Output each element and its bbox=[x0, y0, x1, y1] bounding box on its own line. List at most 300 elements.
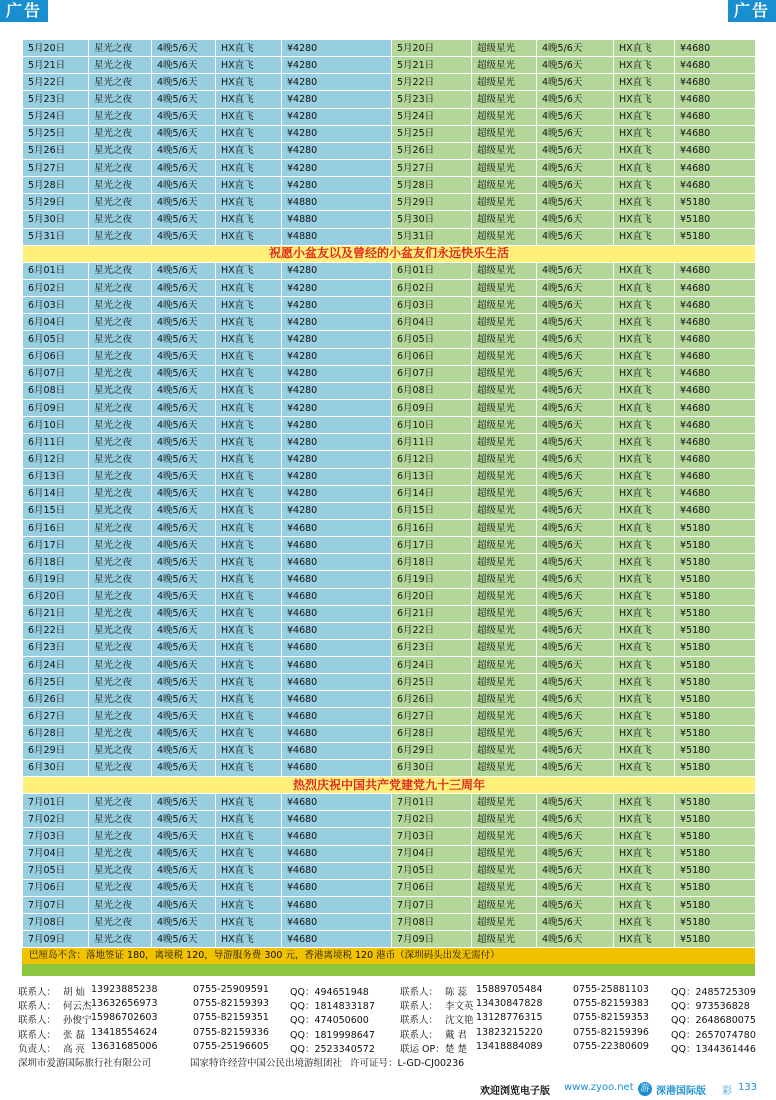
right-price-cell: ¥5180 bbox=[675, 571, 756, 588]
left-date-cell: 7月04日 bbox=[23, 845, 89, 862]
right-date-cell: 6月02日 bbox=[392, 279, 472, 296]
right-price-cell: ¥4680 bbox=[675, 177, 756, 194]
right-flight-cell: HX直飞 bbox=[614, 502, 675, 519]
right-package-cell: 超级星光 bbox=[472, 211, 537, 228]
right-flight-cell: HX直飞 bbox=[614, 434, 675, 451]
left-price-cell: ¥4680 bbox=[282, 519, 392, 536]
fee-note: 巴厘岛不含：落地签证 180，离境税 120，导游服务费 300 元，香港离境税 120 港币（深圳码头出发无需付） bbox=[22, 948, 755, 964]
contact-phone: 0755-82159353 bbox=[573, 1012, 649, 1024]
table-row bbox=[23, 708, 756, 725]
left-duration-cell: 4晚5/6天 bbox=[152, 914, 216, 931]
right-flight-cell: HX直飞 bbox=[614, 537, 675, 554]
left-package-cell: 星光之夜 bbox=[89, 725, 152, 742]
left-package-cell: 星光之夜 bbox=[89, 451, 152, 468]
right-flight-cell: HX直飞 bbox=[614, 691, 675, 708]
right-price-cell: ¥5180 bbox=[675, 605, 756, 622]
left-date-cell: 5月21日 bbox=[23, 57, 89, 74]
left-price-cell: ¥4880 bbox=[282, 194, 392, 211]
right-date-cell: 7月05日 bbox=[392, 862, 472, 879]
right-duration-cell: 4晚5/6天 bbox=[537, 657, 614, 674]
left-price-cell: ¥4680 bbox=[282, 554, 392, 571]
left-date-cell: 6月13日 bbox=[23, 468, 89, 485]
contact-qq: QQ：1814833187 bbox=[290, 1001, 375, 1013]
right-price-cell: ¥5180 bbox=[675, 622, 756, 639]
right-flight-cell: HX直飞 bbox=[614, 571, 675, 588]
right-date-cell: 7月02日 bbox=[392, 811, 472, 828]
site-url[interactable]: www.zyoo.net bbox=[564, 1082, 634, 1093]
table-row bbox=[23, 262, 756, 279]
right-price-cell: ¥4680 bbox=[675, 142, 756, 159]
right-flight-cell: HX直飞 bbox=[614, 759, 675, 776]
right-flight-cell: HX直飞 bbox=[614, 194, 675, 211]
right-duration-cell: 4晚5/6天 bbox=[537, 811, 614, 828]
right-price-cell: ¥5180 bbox=[675, 828, 756, 845]
contact-role: 联系人： bbox=[400, 1001, 439, 1013]
right-date-cell: 6月28日 bbox=[392, 725, 472, 742]
left-package-cell: 星光之夜 bbox=[89, 194, 152, 211]
left-package-cell: 星光之夜 bbox=[89, 365, 152, 382]
right-duration-cell: 4晚5/6天 bbox=[537, 108, 614, 125]
left-duration-cell: 4晚5/6天 bbox=[152, 759, 216, 776]
right-flight-cell: HX直飞 bbox=[614, 365, 675, 382]
contact-row bbox=[18, 998, 758, 1012]
left-flight-cell: HX直飞 bbox=[216, 468, 282, 485]
right-flight-cell: HX直飞 bbox=[614, 314, 675, 331]
left-price-cell: ¥4680 bbox=[282, 742, 392, 759]
right-flight-cell: HX直飞 bbox=[614, 74, 675, 91]
left-price-cell: ¥4680 bbox=[282, 931, 392, 948]
right-price-cell: ¥4680 bbox=[675, 297, 756, 314]
left-package-cell: 星光之夜 bbox=[89, 331, 152, 348]
contact-mobile: 13430847828 bbox=[476, 998, 543, 1010]
table-row bbox=[23, 811, 756, 828]
right-duration-cell: 4晚5/6天 bbox=[537, 297, 614, 314]
left-flight-cell: HX直飞 bbox=[216, 348, 282, 365]
right-flight-cell: HX直飞 bbox=[614, 605, 675, 622]
table-row bbox=[23, 502, 756, 519]
left-date-cell: 6月06日 bbox=[23, 348, 89, 365]
contact-role: 联系人： bbox=[18, 987, 57, 998]
right-package-cell: 超级星光 bbox=[472, 91, 537, 108]
left-package-cell: 星光之夜 bbox=[89, 57, 152, 74]
right-date-cell: 6月06日 bbox=[392, 348, 472, 365]
right-price-cell: ¥4680 bbox=[675, 314, 756, 331]
right-date-cell: 6月25日 bbox=[392, 674, 472, 691]
right-date-cell: 7月01日 bbox=[392, 794, 472, 811]
left-price-cell: ¥4680 bbox=[282, 759, 392, 776]
left-duration-cell: 4晚5/6天 bbox=[152, 554, 216, 571]
right-duration-cell: 4晚5/6天 bbox=[537, 40, 614, 57]
left-price-cell: ¥4680 bbox=[282, 657, 392, 674]
right-package-cell: 超级星光 bbox=[472, 639, 537, 656]
right-duration-cell: 4晚5/6天 bbox=[537, 794, 614, 811]
contact-phone: 0755-82159336 bbox=[193, 1026, 269, 1038]
left-duration-cell: 4晚5/6天 bbox=[152, 931, 216, 948]
contact-row bbox=[18, 1041, 758, 1055]
left-flight-cell: HX直飞 bbox=[216, 742, 282, 759]
left-date-cell: 6月12日 bbox=[23, 451, 89, 468]
right-price-cell: ¥5180 bbox=[675, 931, 756, 948]
left-flight-cell: HX直飞 bbox=[216, 639, 282, 656]
right-duration-cell: 4晚5/6天 bbox=[537, 228, 614, 245]
left-flight-cell: HX直飞 bbox=[216, 811, 282, 828]
right-package-cell: 超级星光 bbox=[472, 759, 537, 776]
left-price-cell: ¥4280 bbox=[282, 125, 392, 142]
left-package-cell: 星光之夜 bbox=[89, 177, 152, 194]
left-duration-cell: 4晚5/6天 bbox=[152, 125, 216, 142]
right-flight-cell: HX直飞 bbox=[614, 554, 675, 571]
right-date-cell: 6月13日 bbox=[392, 468, 472, 485]
left-price-cell: ¥4280 bbox=[282, 297, 392, 314]
contact-mobile: 13418554624 bbox=[91, 1026, 158, 1038]
table-row bbox=[23, 794, 756, 811]
table-row bbox=[23, 57, 756, 74]
contact-mobile: 13823215220 bbox=[476, 1026, 543, 1038]
table-row bbox=[23, 348, 756, 365]
left-package-cell: 星光之夜 bbox=[89, 845, 152, 862]
right-date-cell: 6月08日 bbox=[392, 382, 472, 399]
right-price-cell: ¥5180 bbox=[675, 194, 756, 211]
right-package-cell: 超级星光 bbox=[472, 228, 537, 245]
left-package-cell: 星光之夜 bbox=[89, 879, 152, 896]
right-package-cell: 超级星光 bbox=[472, 845, 537, 862]
right-date-cell: 6月10日 bbox=[392, 417, 472, 434]
left-flight-cell: HX直飞 bbox=[216, 434, 282, 451]
right-duration-cell: 4晚5/6天 bbox=[537, 571, 614, 588]
left-duration-cell: 4晚5/6天 bbox=[152, 794, 216, 811]
license-desc: 国家特许经营中国公民出境游组团社 bbox=[190, 1058, 343, 1069]
left-date-cell: 6月18日 bbox=[23, 554, 89, 571]
right-package-cell: 超级星光 bbox=[472, 811, 537, 828]
contact-role: 联系人： bbox=[18, 1015, 57, 1027]
left-package-cell: 星光之夜 bbox=[89, 348, 152, 365]
table-row bbox=[23, 605, 756, 622]
right-flight-cell: HX直飞 bbox=[614, 159, 675, 176]
right-date-cell: 6月04日 bbox=[392, 314, 472, 331]
left-price-cell: ¥4280 bbox=[282, 279, 392, 296]
right-duration-cell: 4晚5/6天 bbox=[537, 759, 614, 776]
right-price-cell: ¥5180 bbox=[675, 914, 756, 931]
right-date-cell: 6月21日 bbox=[392, 605, 472, 622]
left-flight-cell: HX直飞 bbox=[216, 451, 282, 468]
right-package-cell: 超级星光 bbox=[472, 828, 537, 845]
left-date-cell: 6月29日 bbox=[23, 742, 89, 759]
contact-name: 孙俊宁 bbox=[63, 1015, 92, 1027]
left-flight-cell: HX直飞 bbox=[216, 554, 282, 571]
right-date-cell: 7月07日 bbox=[392, 897, 472, 914]
left-price-cell: ¥4280 bbox=[282, 177, 392, 194]
right-date-cell: 6月20日 bbox=[392, 588, 472, 605]
left-date-cell: 6月04日 bbox=[23, 314, 89, 331]
contact-name: 张 磊 bbox=[63, 1029, 86, 1041]
right-flight-cell: HX直飞 bbox=[614, 794, 675, 811]
left-duration-cell: 4晚5/6天 bbox=[152, 228, 216, 245]
left-duration-cell: 4晚5/6天 bbox=[152, 451, 216, 468]
right-price-cell: ¥5180 bbox=[675, 897, 756, 914]
right-date-cell: 5月22日 bbox=[392, 74, 472, 91]
left-package-cell: 星光之夜 bbox=[89, 674, 152, 691]
left-flight-cell: HX直飞 bbox=[216, 794, 282, 811]
right-package-cell: 超级星光 bbox=[472, 451, 537, 468]
right-package-cell: 超级星光 bbox=[472, 262, 537, 279]
left-duration-cell: 4晚5/6天 bbox=[152, 314, 216, 331]
license-no: 许可证号：L-GD-CJ00236 bbox=[350, 1058, 465, 1069]
table-row bbox=[23, 74, 756, 91]
left-flight-cell: HX直飞 bbox=[216, 828, 282, 845]
table-row bbox=[23, 142, 756, 159]
left-date-cell: 6月22日 bbox=[23, 622, 89, 639]
right-flight-cell: HX直飞 bbox=[614, 725, 675, 742]
left-package-cell: 星光之夜 bbox=[89, 382, 152, 399]
right-duration-cell: 4晚5/6天 bbox=[537, 691, 614, 708]
right-date-cell: 5月28日 bbox=[392, 177, 472, 194]
contact-row bbox=[18, 1027, 758, 1041]
left-package-cell: 星光之夜 bbox=[89, 897, 152, 914]
right-price-cell: ¥4680 bbox=[675, 502, 756, 519]
contact-phone: 0755-25881103 bbox=[573, 984, 649, 995]
right-date-cell: 6月05日 bbox=[392, 331, 472, 348]
left-duration-cell: 4晚5/6天 bbox=[152, 845, 216, 862]
edition-name: 深港国际版 bbox=[656, 1086, 706, 1097]
left-price-cell: ¥4680 bbox=[282, 879, 392, 896]
table-row bbox=[23, 451, 756, 468]
left-date-cell: 6月14日 bbox=[23, 485, 89, 502]
left-date-cell: 6月08日 bbox=[23, 382, 89, 399]
table-row bbox=[23, 914, 756, 931]
left-price-cell: ¥4680 bbox=[282, 639, 392, 656]
table-row bbox=[23, 571, 756, 588]
left-price-cell: ¥4280 bbox=[282, 382, 392, 399]
table-row bbox=[23, 91, 756, 108]
right-duration-cell: 4晚5/6天 bbox=[537, 914, 614, 931]
right-duration-cell: 4晚5/6天 bbox=[537, 279, 614, 296]
right-package-cell: 超级星光 bbox=[472, 931, 537, 948]
right-price-cell: ¥4680 bbox=[675, 91, 756, 108]
table-row bbox=[23, 897, 756, 914]
contact-role: 联系人： bbox=[400, 1029, 439, 1041]
left-date-cell: 6月05日 bbox=[23, 331, 89, 348]
right-package-cell: 超级星光 bbox=[472, 279, 537, 296]
right-flight-cell: HX直飞 bbox=[614, 862, 675, 879]
right-flight-cell: HX直飞 bbox=[614, 228, 675, 245]
right-package-cell: 超级星光 bbox=[472, 159, 537, 176]
right-duration-cell: 4晚5/6天 bbox=[537, 434, 614, 451]
right-flight-cell: HX直飞 bbox=[614, 468, 675, 485]
left-price-cell: ¥4280 bbox=[282, 40, 392, 57]
left-duration-cell: 4晚5/6天 bbox=[152, 159, 216, 176]
left-package-cell: 星光之夜 bbox=[89, 571, 152, 588]
left-date-cell: 6月03日 bbox=[23, 297, 89, 314]
right-price-cell: ¥5180 bbox=[675, 674, 756, 691]
left-flight-cell: HX直飞 bbox=[216, 897, 282, 914]
right-price-cell: ¥4680 bbox=[675, 279, 756, 296]
right-date-cell: 6月01日 bbox=[392, 262, 472, 279]
left-flight-cell: HX直飞 bbox=[216, 74, 282, 91]
right-package-cell: 超级星光 bbox=[472, 708, 537, 725]
left-duration-cell: 4晚5/6天 bbox=[152, 639, 216, 656]
left-price-cell: ¥4680 bbox=[282, 708, 392, 725]
table-row bbox=[23, 108, 756, 125]
left-duration-cell: 4晚5/6天 bbox=[152, 417, 216, 434]
table-row bbox=[23, 331, 756, 348]
left-price-cell: ¥4680 bbox=[282, 794, 392, 811]
table-row bbox=[23, 639, 756, 656]
contact-qq: QQ：2523340572 bbox=[290, 1043, 375, 1055]
right-date-cell: 6月23日 bbox=[392, 639, 472, 656]
right-duration-cell: 4晚5/6天 bbox=[537, 348, 614, 365]
left-flight-cell: HX直飞 bbox=[216, 417, 282, 434]
right-package-cell: 超级星光 bbox=[472, 879, 537, 896]
contact-mobile: 13923885238 bbox=[91, 984, 158, 995]
table-row bbox=[23, 554, 756, 571]
right-price-cell: ¥4680 bbox=[675, 57, 756, 74]
right-date-cell: 6月09日 bbox=[392, 399, 472, 416]
left-package-cell: 星光之夜 bbox=[89, 314, 152, 331]
right-duration-cell: 4晚5/6天 bbox=[537, 331, 614, 348]
left-date-cell: 7月08日 bbox=[23, 914, 89, 931]
left-duration-cell: 4晚5/6天 bbox=[152, 262, 216, 279]
left-package-cell: 星光之夜 bbox=[89, 588, 152, 605]
left-price-cell: ¥4280 bbox=[282, 142, 392, 159]
right-package-cell: 超级星光 bbox=[472, 331, 537, 348]
left-date-cell: 6月15日 bbox=[23, 502, 89, 519]
right-package-cell: 超级星光 bbox=[472, 399, 537, 416]
right-price-cell: ¥4680 bbox=[675, 125, 756, 142]
left-price-cell: ¥4280 bbox=[282, 502, 392, 519]
right-duration-cell: 4晚5/6天 bbox=[537, 845, 614, 862]
left-date-cell: 7月07日 bbox=[23, 897, 89, 914]
right-date-cell: 6月11日 bbox=[392, 434, 472, 451]
left-date-cell: 5月28日 bbox=[23, 177, 89, 194]
left-package-cell: 星光之夜 bbox=[89, 691, 152, 708]
right-package-cell: 超级星光 bbox=[472, 862, 537, 879]
price-table bbox=[22, 39, 756, 948]
right-package-cell: 超级星光 bbox=[472, 74, 537, 91]
left-flight-cell: HX直飞 bbox=[216, 159, 282, 176]
right-flight-cell: HX直飞 bbox=[614, 657, 675, 674]
right-package-cell: 超级星光 bbox=[472, 485, 537, 502]
left-flight-cell: HX直飞 bbox=[216, 537, 282, 554]
right-duration-cell: 4晚5/6天 bbox=[537, 262, 614, 279]
contact-name: 楚 楚 bbox=[445, 1043, 468, 1055]
left-flight-cell: HX直飞 bbox=[216, 931, 282, 948]
right-duration-cell: 4晚5/6天 bbox=[537, 519, 614, 536]
contact-name: 何云杰 bbox=[63, 1001, 92, 1013]
table-row bbox=[23, 468, 756, 485]
left-flight-cell: HX直飞 bbox=[216, 142, 282, 159]
right-date-cell: 6月07日 bbox=[392, 365, 472, 382]
right-duration-cell: 4晚5/6天 bbox=[537, 468, 614, 485]
right-price-cell: ¥5180 bbox=[675, 862, 756, 879]
right-package-cell: 超级星光 bbox=[472, 537, 537, 554]
table-row bbox=[23, 417, 756, 434]
right-flight-cell: HX直飞 bbox=[614, 40, 675, 57]
left-duration-cell: 4晚5/6天 bbox=[152, 605, 216, 622]
left-flight-cell: HX直飞 bbox=[216, 571, 282, 588]
left-package-cell: 星光之夜 bbox=[89, 485, 152, 502]
right-flight-cell: HX直飞 bbox=[614, 331, 675, 348]
left-date-cell: 6月20日 bbox=[23, 588, 89, 605]
right-date-cell: 6月24日 bbox=[392, 657, 472, 674]
left-package-cell: 星光之夜 bbox=[89, 931, 152, 948]
left-date-cell: 7月09日 bbox=[23, 931, 89, 948]
right-package-cell: 超级星光 bbox=[472, 674, 537, 691]
table-row bbox=[23, 845, 756, 862]
left-price-cell: ¥4680 bbox=[282, 862, 392, 879]
brand-logo-icon: 游 bbox=[638, 1082, 652, 1096]
left-duration-cell: 4晚5/6天 bbox=[152, 348, 216, 365]
left-flight-cell: HX直飞 bbox=[216, 879, 282, 896]
contact-name: 陈 蕊 bbox=[445, 987, 468, 998]
table-row bbox=[23, 657, 756, 674]
left-package-cell: 星光之夜 bbox=[89, 828, 152, 845]
right-flight-cell: HX直飞 bbox=[614, 125, 675, 142]
right-package-cell: 超级星光 bbox=[472, 794, 537, 811]
right-price-cell: ¥5180 bbox=[675, 211, 756, 228]
table-row bbox=[23, 931, 756, 948]
left-package-cell: 星光之夜 bbox=[89, 519, 152, 536]
right-price-cell: ¥4680 bbox=[675, 399, 756, 416]
brand-bar bbox=[480, 1082, 770, 1098]
right-price-cell: ¥5180 bbox=[675, 879, 756, 896]
left-price-cell: ¥4880 bbox=[282, 228, 392, 245]
right-date-cell: 6月03日 bbox=[392, 297, 472, 314]
right-duration-cell: 4晚5/6天 bbox=[537, 725, 614, 742]
right-flight-cell: HX直飞 bbox=[614, 639, 675, 656]
left-duration-cell: 4晚5/6天 bbox=[152, 502, 216, 519]
left-price-cell: ¥4280 bbox=[282, 314, 392, 331]
left-package-cell: 星光之夜 bbox=[89, 125, 152, 142]
green-divider bbox=[22, 964, 755, 976]
contact-name: 胡 灿 bbox=[63, 987, 86, 998]
left-package-cell: 星光之夜 bbox=[89, 622, 152, 639]
right-package-cell: 超级星光 bbox=[472, 588, 537, 605]
left-date-cell: 5月26日 bbox=[23, 142, 89, 159]
left-date-cell: 6月11日 bbox=[23, 434, 89, 451]
left-flight-cell: HX直飞 bbox=[216, 588, 282, 605]
left-flight-cell: HX直飞 bbox=[216, 177, 282, 194]
left-duration-cell: 4晚5/6天 bbox=[152, 468, 216, 485]
right-duration-cell: 4晚5/6天 bbox=[537, 862, 614, 879]
right-price-cell: ¥5180 bbox=[675, 691, 756, 708]
left-date-cell: 5月27日 bbox=[23, 159, 89, 176]
left-flight-cell: HX直飞 bbox=[216, 279, 282, 296]
right-duration-cell: 4晚5/6天 bbox=[537, 142, 614, 159]
left-duration-cell: 4晚5/6天 bbox=[152, 331, 216, 348]
left-duration-cell: 4晚5/6天 bbox=[152, 108, 216, 125]
right-flight-cell: HX直飞 bbox=[614, 348, 675, 365]
left-flight-cell: HX直飞 bbox=[216, 691, 282, 708]
left-package-cell: 星光之夜 bbox=[89, 417, 152, 434]
left-package-cell: 星光之夜 bbox=[89, 811, 152, 828]
right-flight-cell: HX直飞 bbox=[614, 845, 675, 862]
left-duration-cell: 4晚5/6天 bbox=[152, 519, 216, 536]
left-flight-cell: HX直飞 bbox=[216, 519, 282, 536]
left-price-cell: ¥4880 bbox=[282, 211, 392, 228]
right-price-cell: ¥5180 bbox=[675, 588, 756, 605]
left-duration-cell: 4晚5/6天 bbox=[152, 674, 216, 691]
right-flight-cell: HX直飞 bbox=[614, 742, 675, 759]
left-flight-cell: HX直飞 bbox=[216, 314, 282, 331]
ad-tag-left: 广告 bbox=[0, 0, 48, 22]
left-duration-cell: 4晚5/6天 bbox=[152, 828, 216, 845]
contact-mobile: 15889705484 bbox=[476, 984, 543, 995]
left-package-cell: 星光之夜 bbox=[89, 708, 152, 725]
left-flight-cell: HX直飞 bbox=[216, 622, 282, 639]
left-flight-cell: HX直飞 bbox=[216, 485, 282, 502]
right-price-cell: ¥5180 bbox=[675, 725, 756, 742]
contact-role: 联系人： bbox=[400, 987, 439, 998]
